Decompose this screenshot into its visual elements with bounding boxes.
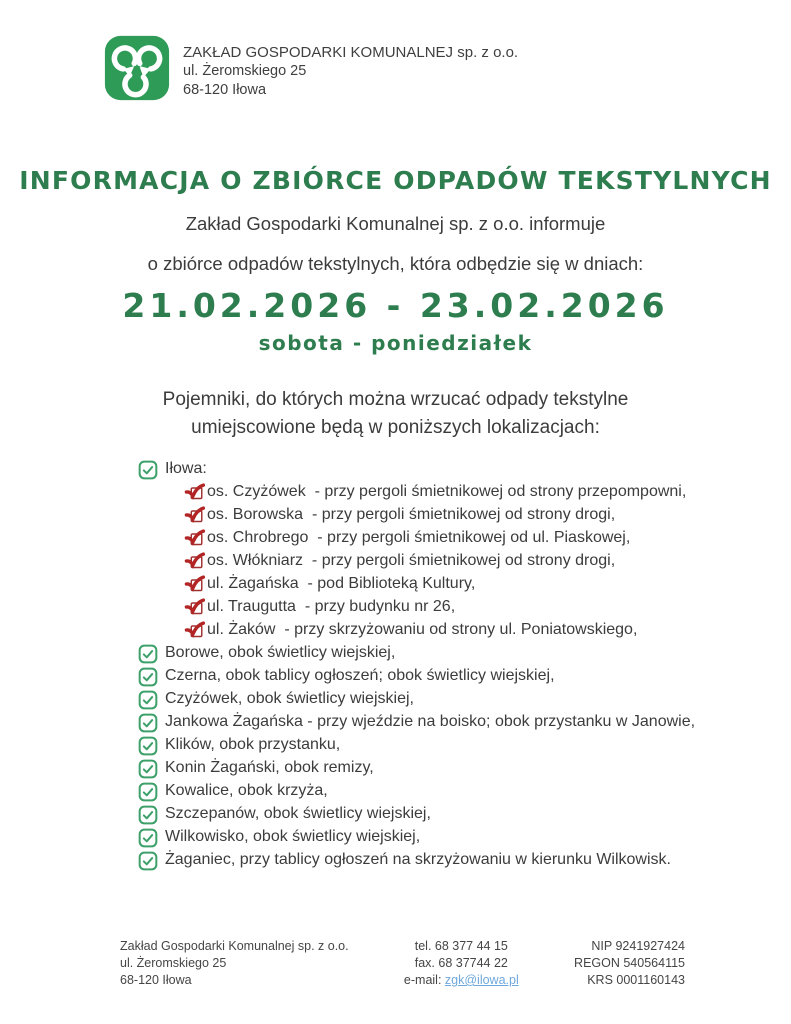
sub-location-desc: - przy pergoli śmietnikowej od strony drogi, <box>303 506 616 523</box>
location-name: Jankowa Żagańska <box>165 713 303 730</box>
location-item <box>138 826 716 848</box>
sub-location-desc: - przy pergoli śmietnikowej od strony drogi, <box>303 552 616 569</box>
location-desc: , obok krzyża, <box>229 782 328 799</box>
location-desc: , przy tablicy ogłoszeń na skrzyżowaniu w kierunku Wilkowisk. <box>230 851 671 868</box>
green-checked-checkbox-icon <box>138 805 158 825</box>
location-desc: , obok przystanku, <box>210 736 341 753</box>
lead-paragraph-line-1: Pojemniki, do których można wrzucać odpady tekstylne <box>162 389 629 410</box>
sub-location-item <box>184 481 716 503</box>
sub-location-desc: - pod Biblioteką Kultury, <box>298 575 476 592</box>
footer-nip: NIP 9241927424 <box>591 939 685 953</box>
location-name: Borowe <box>165 644 220 661</box>
sub-location-desc: - przy pergoli śmietnikowej od strony przepompowni, <box>305 483 687 500</box>
sub-location-item <box>184 504 716 526</box>
red-checkmark-box-icon <box>184 483 205 501</box>
location-item <box>138 849 716 871</box>
red-checkmark-box-icon <box>184 575 205 593</box>
location-desc: , obok tablicy ogłoszeń; obok świetlicy wiejskiej, <box>216 667 555 684</box>
lead-paragraph-line-2: umiejscowione będą w poniższych lokalizacjach: <box>191 417 600 438</box>
location-group-label: Iłowa: <box>165 460 207 477</box>
red-checkmark-box-icon <box>184 621 205 639</box>
lead-paragraph <box>0 386 791 442</box>
location-item <box>138 711 716 733</box>
sub-location-name: os. Czyżówek <box>207 483 306 500</box>
page-title: INFORMACJA O ZBIÓRCE ODPADÓW TEKSTYLNYCH <box>19 166 772 195</box>
green-checked-checkbox-icon <box>138 644 158 664</box>
sub-location-item <box>184 596 716 618</box>
ilowa-sub-list <box>184 481 716 641</box>
green-checked-checkbox-icon <box>138 667 158 687</box>
location-desc: , obok świetlicy wiejskiej, <box>254 805 431 822</box>
green-checked-checkbox-icon <box>138 690 158 710</box>
location-item <box>138 734 716 756</box>
footer-email-line <box>404 972 519 989</box>
collection-date-range: 21.02.2026 - 23.02.2026 <box>122 286 669 325</box>
sub-location-item <box>184 619 716 641</box>
sub-location-desc: - przy budynku nr 26, <box>295 598 456 615</box>
letterhead-street: ul. Żeromskiego 25 <box>183 63 307 79</box>
sub-location-item <box>184 550 716 572</box>
location-name: Żaganiec <box>165 851 231 868</box>
letterhead-text <box>183 35 518 100</box>
recycle-arrows-icon <box>104 35 170 101</box>
intro-line-1: Zakład Gospodarki Komunalnej sp. z o.o. informuje <box>185 213 606 234</box>
sub-location-item <box>184 573 716 595</box>
location-group-ilowa <box>138 458 716 480</box>
location-item <box>138 688 716 710</box>
sub-location-name: os. Borowska <box>207 506 304 523</box>
green-checked-checkbox-icon <box>138 782 158 802</box>
location-desc: , obok świetlicy wiejskiej, <box>219 644 396 661</box>
location-item <box>138 757 716 779</box>
green-checked-checkbox-icon <box>138 460 158 480</box>
location-item <box>138 665 716 687</box>
footer <box>0 938 791 989</box>
footer-address-block <box>120 938 349 989</box>
footer-fax: fax. 68 37744 22 <box>414 956 508 970</box>
location-name: Kowalice <box>165 782 230 799</box>
location-name: Czyżówek <box>165 690 238 707</box>
sub-location-name: ul. Traugutta <box>207 598 296 615</box>
footer-email-label: e-mail: <box>403 973 445 987</box>
location-desc: - przy wjeździe na boisko; obok przystanku w Janowie, <box>302 713 696 730</box>
zgk-logo <box>104 35 170 101</box>
letterhead-org-name: ZAKŁAD GOSPODARKI KOMUNALNEJ sp. z o.o. <box>183 44 519 61</box>
sub-location-name: ul. Żagańska <box>207 575 299 592</box>
footer-krs: KRS 0001160143 <box>587 973 685 987</box>
collection-weekdays: sobota - poniedziałek <box>258 331 533 355</box>
sub-location-name: os. Chrobrego <box>207 529 309 546</box>
letterhead-city: 68-120 Iłowa <box>183 82 267 98</box>
location-name: Szczepanów <box>165 805 255 822</box>
red-checkmark-box-icon <box>184 529 205 547</box>
location-item <box>138 642 716 664</box>
red-checkmark-box-icon <box>184 506 205 524</box>
footer-org-name: Zakład Gospodarki Komunalnej sp. z o.o. <box>120 939 349 953</box>
letterhead <box>104 35 518 101</box>
green-checked-checkbox-icon <box>138 736 158 756</box>
email-link[interactable]: zgk@ilowa.pl <box>444 973 519 987</box>
location-item <box>138 803 716 825</box>
green-checked-checkbox-icon <box>138 828 158 848</box>
green-checked-checkbox-icon <box>138 851 158 871</box>
red-checkmark-box-icon <box>184 552 205 570</box>
footer-city: 68-120 Iłowa <box>120 973 192 987</box>
location-desc: , obok świetlicy wiejskiej, <box>237 690 414 707</box>
location-name: Konin Żagański <box>165 759 276 776</box>
location-name: Czerna <box>165 667 217 684</box>
sub-location-desc: - przy skrzyżowaniu od strony ul. Poniatowskiego, <box>275 621 638 638</box>
footer-regon: REGON 540564115 <box>574 956 685 970</box>
sub-location-name: ul. Żaków <box>207 621 276 638</box>
sub-location-name: os. Włókniarz <box>207 552 304 569</box>
location-desc: , obok remizy, <box>275 759 374 776</box>
intro-line-2: o zbiórce odpadów tekstylnych, która odbędzie się w dniach: <box>147 253 644 274</box>
footer-contact-block <box>404 938 519 989</box>
footer-tel: tel. 68 377 44 15 <box>414 939 508 953</box>
green-checked-checkbox-icon <box>138 713 158 733</box>
sub-location-desc: - przy pergoli śmietnikowej od ul. Piaskowej, <box>308 529 631 546</box>
location-name: Klików <box>165 736 211 753</box>
locations-list <box>138 458 716 872</box>
footer-registry-block <box>574 938 685 989</box>
location-item <box>138 780 716 802</box>
sub-location-item <box>184 527 716 549</box>
green-checked-checkbox-icon <box>138 759 158 779</box>
red-checkmark-box-icon <box>184 598 205 616</box>
footer-street: ul. Żeromskiego 25 <box>120 956 227 970</box>
location-name: Wilkowisko <box>165 828 245 845</box>
location-desc: , obok świetlicy wiejskiej, <box>244 828 421 845</box>
